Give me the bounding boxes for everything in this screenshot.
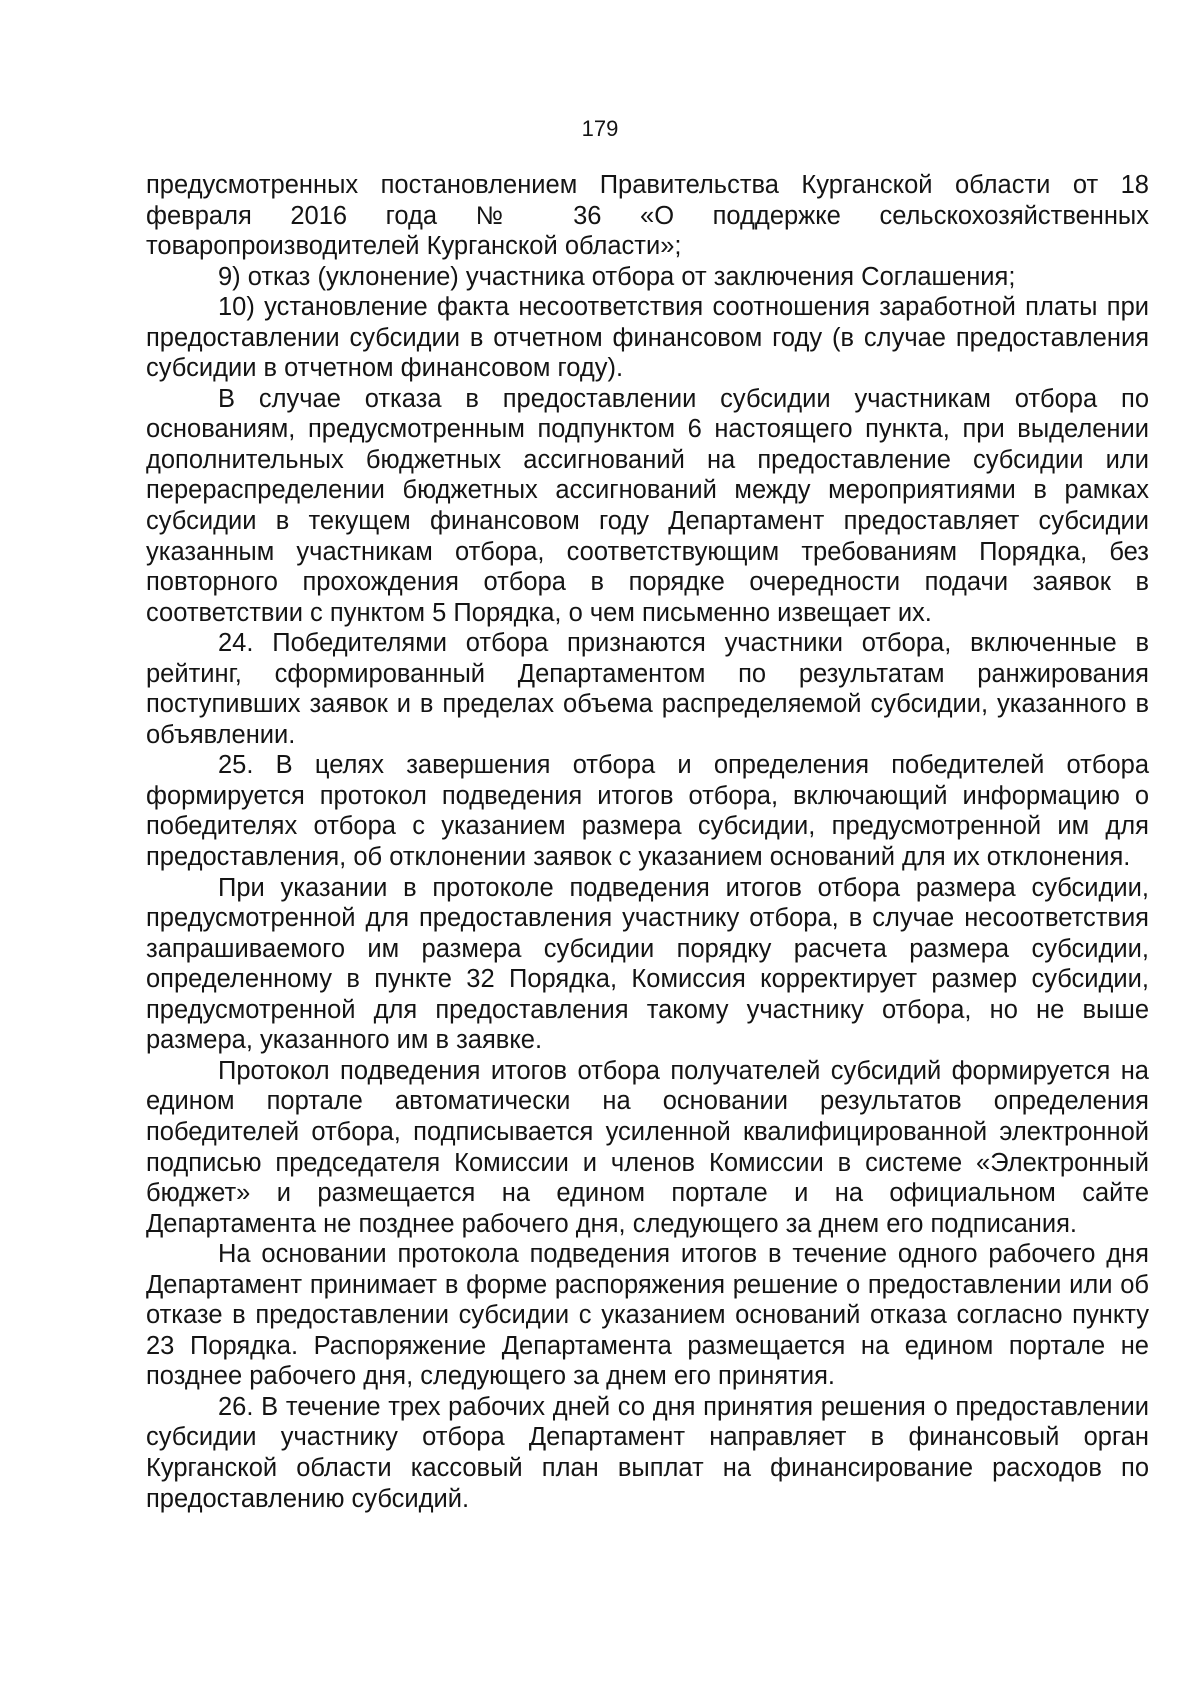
document-body [146, 170, 1149, 1514]
paragraph-clause-25: 25. В целях завершения отбора и определения победителей отбора формируется протокол подведения итогов отбора, включающий информацию о победителях отбора с указанием размера субсидии, предусмотренной им для предоставления, об отклонении заявок с указанием оснований для их отклонения. [146, 751, 1149, 872]
paragraph-subsidy-correction: При указании в протоколе подведения итогов отбора размера субсидии, предусмотренной для предоставления участнику отбора, в случае несоответствия запрашиваемого им размера субсидии порядку расчета размера субсидии, определенному в пункте 32 Порядка, Комиссия корректирует размер субсидии, предусмотренной для предоставления такому участнику отбора, но не выше размера, указанного им в заявке. [146, 873, 1149, 1055]
paragraph-item-9: 9) отказ (уклонение) участника отбора от заключения Соглашения; [218, 262, 1016, 291]
paragraph-clause-24: 24. Победителями отбора признаются участники отбора, включенные в рейтинг, сформированный Департаментом по результатам ранжирования поступивших заявок и в пределах объема распределяемой субсидии, указанного в объявлении. [146, 629, 1149, 749]
page-number: 179 [581, 116, 619, 141]
paragraph-clause-26: 26. В течение трех рабочих дней со дня принятия решения о предоставлении субсидии участнику отбора Департамент направляет в финансовый орган Курганской области кассовый план выплат на финансирование расходов по предоставлению субсидий. [146, 1392, 1149, 1513]
paragraph-item-10: 10) установление факта несоответствия соотношения заработной платы при предоставлении субсидии в отчетном финансовом году (в случае предоставления субсидии в отчетном финансовом году). [146, 293, 1149, 383]
paragraph-continuation: предусмотренных постановлением Правительства Курганской области от 18 февраля 2016 года № 36 «О поддержке сельскохозяйственных товаропроизводителей Курганской области»; [146, 171, 1149, 261]
paragraph-protocol: Протокол подведения итогов отбора получателей субсидий формируется на едином портале автоматически на основании результатов определения победителей отбора, подписывается усиленной квалифицированной электронной подписью председателя Комиссии и членов Комиссии в системе «Электронный бюджет» и размещается на едином портале и на официальном сайте Департамента не позднее рабочего дня, следующего за днем его подписания. [146, 1056, 1149, 1238]
paragraph-decision: На основании протокола подведения итогов в течение одного рабочего дня Департамент принимает в форме распоряжения решение о предоставлении или об отказе в предоставлении субсидии с указанием оснований отказа согласно пункту 23 Порядка. Распоряжение Департамента размещается на едином портале не позднее рабочего дня, следующего за днем его принятия. [146, 1240, 1149, 1391]
paragraph-refusal-case: В случае отказа в предоставлении субсидии участникам отбора по основаниям, предусмотренным подпунктом 6 настоящего пункта, при выделении дополнительных бюджетных ассигнований на предоставление субсидии или перераспределении бюджетных ассигнований между мероприятиями в рамках субсидии в текущем финансовом году Департамент предоставляет субсидии указанным участникам отбора, соответствующим требованиям Порядка, без повторного прохождения отбора в порядке очередности подачи заявок в соответствии с пунктом 5 Порядка, о чем письменно извещает их. [146, 384, 1149, 627]
